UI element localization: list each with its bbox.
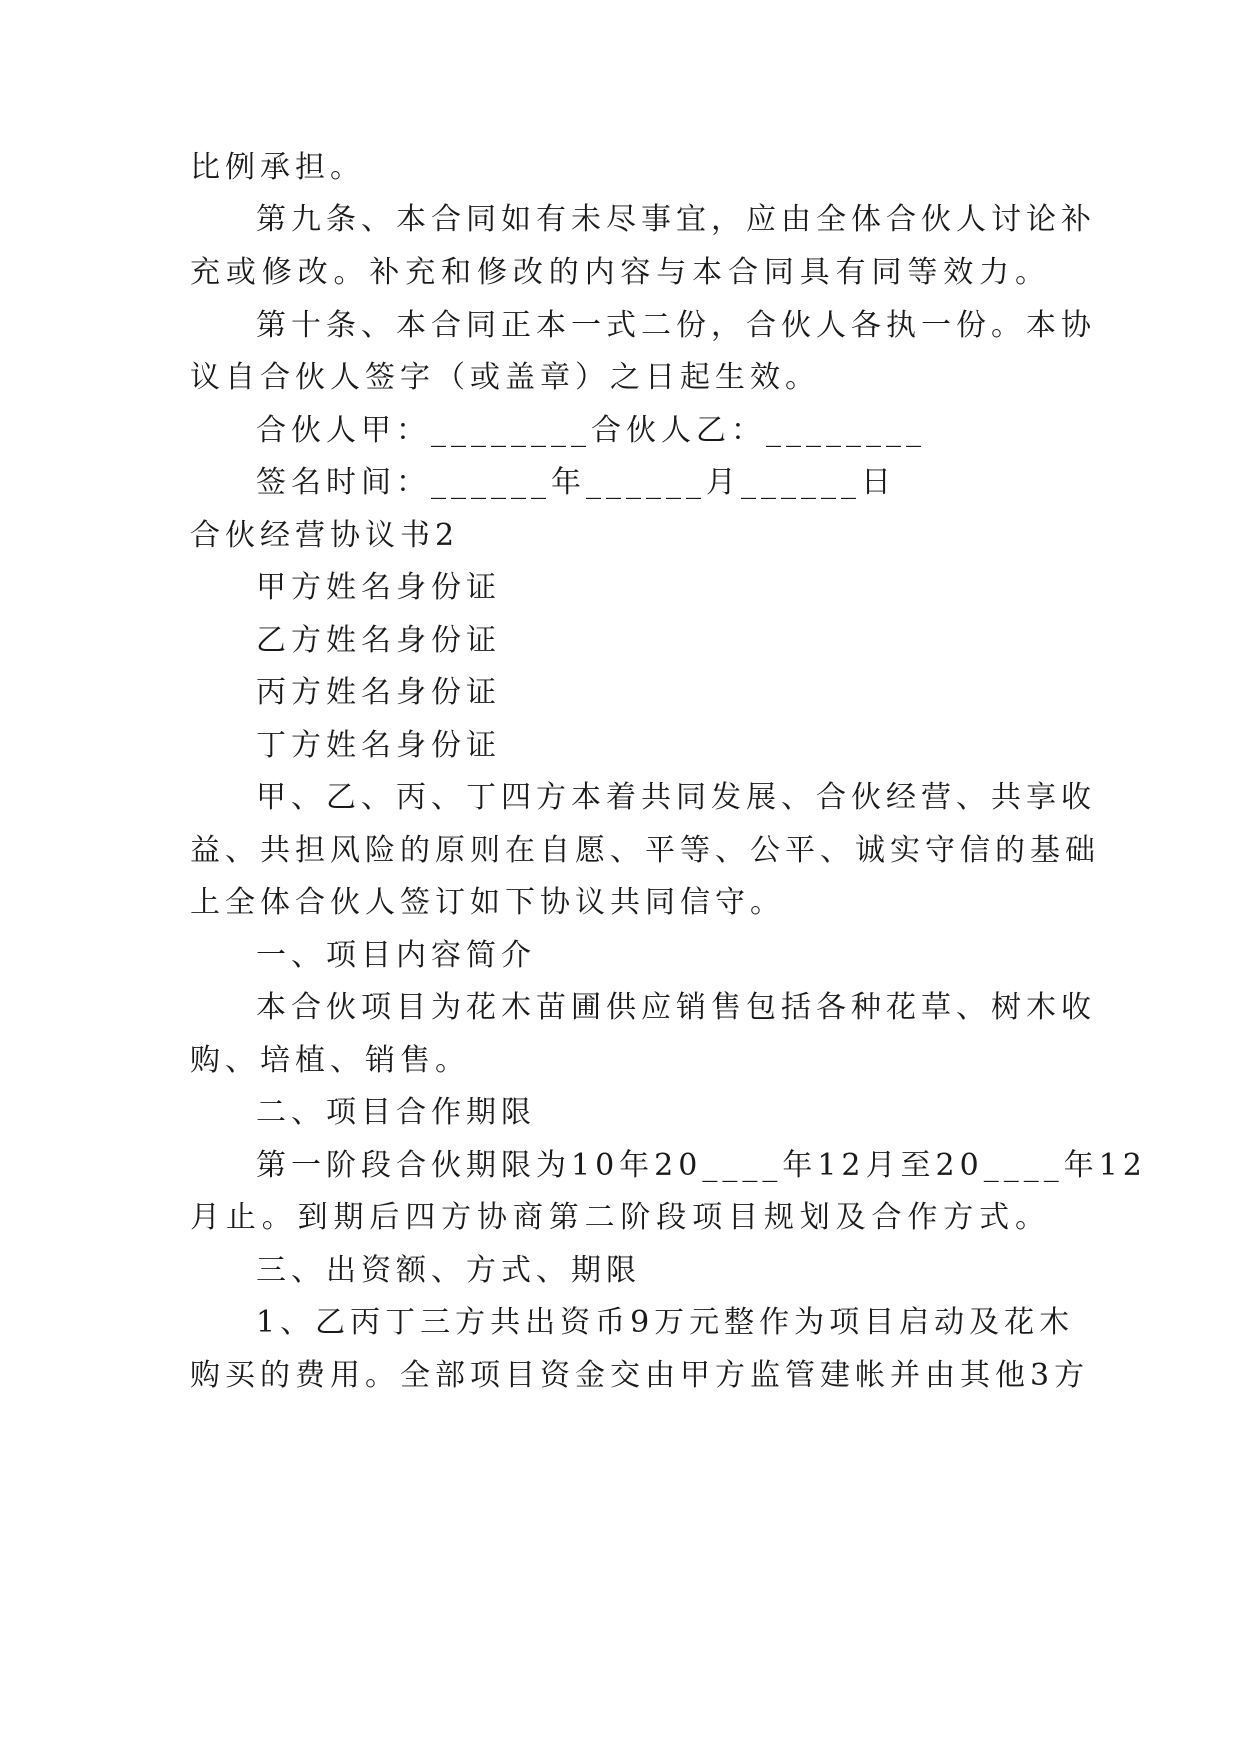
text-line: 充或修改。补充和修改的内容与本合同具有同等效力。 xyxy=(190,255,1050,290)
text-line: 第九条、本合同如有未尽事宜，应由全体合伙人讨论补 xyxy=(256,202,1096,237)
text-line: 第十条、本合同正本一式二份，合伙人各执一份。本协 xyxy=(256,308,1096,343)
text-line: 上全体合伙人签订如下协议共同信守。 xyxy=(190,885,785,920)
text-line: 比例承担。 xyxy=(190,150,365,185)
text-line: 本合伙项目为花木苗圃供应销售包括各种花草、树木收 xyxy=(256,990,1096,1025)
section-heading: 一、项目内容简介 xyxy=(256,938,536,973)
text-line: 第一阶段合伙期限为10年20____年12月至20____年12 xyxy=(256,1148,1147,1183)
text-line: 1、乙丙丁三方共出资币9万元整作为项目启动及花木 xyxy=(256,1305,1075,1340)
section-heading: 二、项目合作期限 xyxy=(256,1095,536,1130)
party-line: 甲方姓名身份证 xyxy=(256,570,501,605)
signature-date-line: 签名时间：______年______月______日 xyxy=(256,465,896,500)
text-line: 购买的费用。全部项目资金交由甲方监管建帐并由其他3方 xyxy=(190,1358,1090,1393)
party-line: 乙方姓名身份证 xyxy=(256,623,501,658)
text-line: 购、培植、销售。 xyxy=(190,1043,470,1078)
section-heading: 三、出资额、方式、期限 xyxy=(256,1253,641,1288)
text-line: 月止。到期后四方协商第二阶段项目规划及合作方式。 xyxy=(190,1200,1050,1235)
text-line: 益、共担风险的原则在自愿、平等、公平、诚实守信的基础 xyxy=(190,833,1100,868)
section-title: 合伙经营协议书2 xyxy=(190,518,460,553)
text-line: 议自合伙人签字（或盖章）之日起生效。 xyxy=(190,360,820,395)
party-line: 丁方姓名身份证 xyxy=(256,728,501,763)
signature-line: 合伙人甲：________合伙人乙：________ xyxy=(256,413,926,448)
party-line: 丙方姓名身份证 xyxy=(256,675,501,710)
text-line: 甲、乙、丙、丁四方本着共同发展、合伙经营、共享收 xyxy=(256,780,1096,815)
